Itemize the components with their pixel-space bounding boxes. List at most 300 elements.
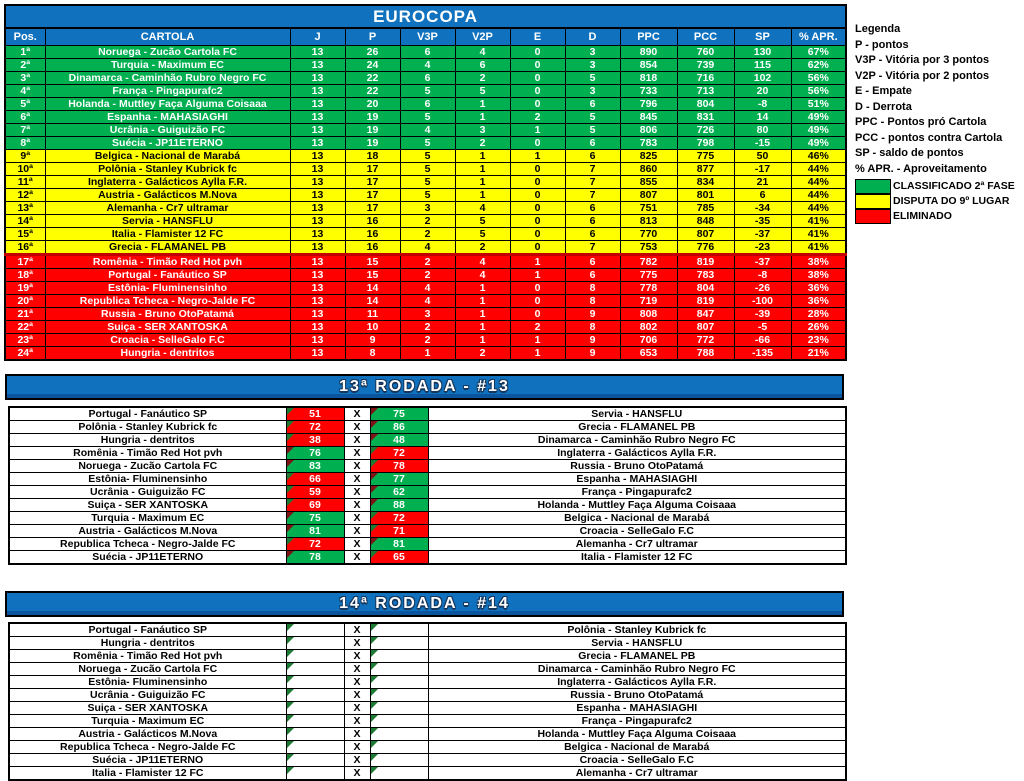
home-score <box>286 676 344 689</box>
cell-p: 19 <box>345 123 400 136</box>
cell-v3p: 1 <box>400 346 455 360</box>
away-team: Inglaterra - Galácticos Aylla F.R. <box>428 447 846 460</box>
cell-pos: 22ª <box>5 320 45 333</box>
cell-ppc: 706 <box>620 333 677 346</box>
home-score: 72 <box>286 538 344 551</box>
standings-row <box>5 162 846 175</box>
cell-team: Russia - Bruno OtoPatamá <box>45 307 290 320</box>
versus-separator: X <box>344 460 370 473</box>
cell-v2p: 2 <box>455 240 510 254</box>
away-team: França - Pingapurafc2 <box>428 715 846 728</box>
home-team: Italia - Flamister 12 FC <box>9 767 286 781</box>
cell-apr: 49% <box>791 136 846 149</box>
cell-team: Holanda - Muttley Faça Alguma Coisaaa <box>45 97 290 110</box>
cell-sp: -37 <box>734 227 791 240</box>
cell-team: Austria - Galácticos M.Nova <box>45 188 290 201</box>
away-team: Dinamarca - Caminhão Rubro Negro FC <box>428 434 846 447</box>
cell-j: 13 <box>290 268 345 281</box>
cell-v3p: 2 <box>400 333 455 346</box>
home-team: Suiça - SER XANTOSKA <box>9 499 286 512</box>
column-header-v3p: V3P <box>400 28 455 45</box>
away-score: 48 <box>370 434 428 447</box>
legend-zone-row <box>855 193 1023 208</box>
cell-e: 1 <box>510 268 565 281</box>
cell-sp: -35 <box>734 214 791 227</box>
home-team: Turquia - Maximum EC <box>9 715 286 728</box>
standings-row <box>5 58 846 71</box>
cell-d: 6 <box>565 214 620 227</box>
match-row <box>9 689 846 702</box>
match-row <box>9 728 846 741</box>
versus-separator: X <box>344 551 370 565</box>
away-score: 88 <box>370 499 428 512</box>
cell-pcc: 848 <box>677 214 734 227</box>
cell-pos: 2ª <box>5 58 45 71</box>
cell-apr: 49% <box>791 110 846 123</box>
cell-ppc: 778 <box>620 281 677 294</box>
cell-v2p: 1 <box>455 320 510 333</box>
cell-pcc: 760 <box>677 45 734 58</box>
cell-pos: 23ª <box>5 333 45 346</box>
cell-ppc: 653 <box>620 346 677 360</box>
cell-ppc: 775 <box>620 268 677 281</box>
cell-apr: 46% <box>791 149 846 162</box>
standings-row <box>5 84 846 97</box>
home-team: Ucrânia - Guiguizão FC <box>9 486 286 499</box>
away-team: Alemanha - Cr7 ultramar <box>428 538 846 551</box>
cell-p: 16 <box>345 214 400 227</box>
cell-e: 0 <box>510 58 565 71</box>
cell-pcc: 847 <box>677 307 734 320</box>
versus-separator: X <box>344 623 370 637</box>
away-score: 78 <box>370 460 428 473</box>
cell-pos: 4ª <box>5 84 45 97</box>
cell-v3p: 4 <box>400 294 455 307</box>
cell-d: 7 <box>565 175 620 188</box>
cell-v3p: 3 <box>400 307 455 320</box>
cell-pcc: 819 <box>677 294 734 307</box>
cell-j: 13 <box>290 45 345 58</box>
home-team: Austria - Galácticos M.Nova <box>9 525 286 538</box>
cell-j: 13 <box>290 254 345 268</box>
cell-ppc: 813 <box>620 214 677 227</box>
match-row <box>9 754 846 767</box>
match-row <box>9 702 846 715</box>
away-team: Belgica - Nacional de Marabá <box>428 512 846 525</box>
cell-pos: 18ª <box>5 268 45 281</box>
away-score <box>370 676 428 689</box>
standings-row <box>5 281 846 294</box>
cell-j: 13 <box>290 71 345 84</box>
cell-j: 13 <box>290 97 345 110</box>
cell-apr: 56% <box>791 71 846 84</box>
cell-p: 14 <box>345 281 400 294</box>
cell-v3p: 5 <box>400 175 455 188</box>
cell-ppc: 783 <box>620 136 677 149</box>
cell-p: 11 <box>345 307 400 320</box>
standings-row <box>5 71 846 84</box>
cell-pcc: 819 <box>677 254 734 268</box>
cell-apr: 62% <box>791 58 846 71</box>
away-score: 62 <box>370 486 428 499</box>
cell-sp: 6 <box>734 188 791 201</box>
cell-p: 17 <box>345 201 400 214</box>
cell-d: 9 <box>565 333 620 346</box>
league-title: EUROCOPA <box>5 5 846 28</box>
versus-separator: X <box>344 525 370 538</box>
match-row <box>9 486 846 499</box>
away-team: Grecia - FLAMANEL PB <box>428 650 846 663</box>
cell-pcc: 807 <box>677 320 734 333</box>
cell-p: 19 <box>345 110 400 123</box>
cell-sp: -8 <box>734 268 791 281</box>
home-score <box>286 728 344 741</box>
home-team: Hungria - dentritos <box>9 637 286 650</box>
cell-v2p: 4 <box>455 254 510 268</box>
cell-v3p: 4 <box>400 58 455 71</box>
cell-v3p: 5 <box>400 136 455 149</box>
home-score <box>286 741 344 754</box>
cell-team: Ucrânia - Guiguizão FC <box>45 123 290 136</box>
cell-pcc: 739 <box>677 58 734 71</box>
cell-pcc: 783 <box>677 268 734 281</box>
column-header-cartola: CARTOLA <box>45 28 290 45</box>
standings-row <box>5 214 846 227</box>
standings-section <box>4 4 845 361</box>
home-score <box>286 702 344 715</box>
away-team: Grecia - FLAMANEL PB <box>428 421 846 434</box>
cell-pcc: 877 <box>677 162 734 175</box>
cell-e: 0 <box>510 97 565 110</box>
cell-apr: 38% <box>791 254 846 268</box>
home-team: Estônia- Fluminensinho <box>9 473 286 486</box>
cell-v3p: 2 <box>400 214 455 227</box>
home-score: 76 <box>286 447 344 460</box>
away-score <box>370 650 428 663</box>
cell-sp: -26 <box>734 281 791 294</box>
cell-j: 13 <box>290 214 345 227</box>
cell-d: 6 <box>565 201 620 214</box>
match-row <box>9 525 846 538</box>
cell-pos: 24ª <box>5 346 45 360</box>
legend-zone-label: DISPUTA DO 9º LUGAR <box>893 194 1010 207</box>
cell-ppc: 751 <box>620 201 677 214</box>
standings-row <box>5 227 846 240</box>
cell-pcc: 801 <box>677 188 734 201</box>
match-row <box>9 407 846 421</box>
cell-p: 26 <box>345 45 400 58</box>
cell-e: 1 <box>510 149 565 162</box>
cell-ppc: 753 <box>620 240 677 254</box>
home-team: Republica Tcheca - Negro-Jalde FC <box>9 741 286 754</box>
home-team: Romênia - Timão Red Hot pvh <box>9 447 286 460</box>
cell-team: Turquia - Maximum EC <box>45 58 290 71</box>
standings-row <box>5 110 846 123</box>
cell-team: Suiça - SER XANTOSKA <box>45 320 290 333</box>
home-score: 69 <box>286 499 344 512</box>
cell-v3p: 2 <box>400 254 455 268</box>
cell-pos: 21ª <box>5 307 45 320</box>
home-score <box>286 663 344 676</box>
cell-d: 3 <box>565 58 620 71</box>
standings-row <box>5 240 846 254</box>
cell-ppc: 796 <box>620 97 677 110</box>
legend-zone-row <box>855 208 1023 223</box>
away-score <box>370 754 428 767</box>
home-score: 59 <box>286 486 344 499</box>
cell-sp: -23 <box>734 240 791 254</box>
cell-d: 6 <box>565 149 620 162</box>
match-row <box>9 715 846 728</box>
cell-e: 2 <box>510 110 565 123</box>
cell-v3p: 5 <box>400 188 455 201</box>
cell-d: 6 <box>565 136 620 149</box>
cell-ppc: 807 <box>620 188 677 201</box>
cell-v2p: 1 <box>455 162 510 175</box>
cell-e: 2 <box>510 320 565 333</box>
home-score <box>286 767 344 781</box>
away-team: Russia - Bruno OtoPatamá <box>428 460 846 473</box>
cell-pcc: 834 <box>677 175 734 188</box>
cell-v2p: 6 <box>455 58 510 71</box>
versus-separator: X <box>344 407 370 421</box>
cell-team: Grecia - FLAMANEL PB <box>45 240 290 254</box>
cell-p: 19 <box>345 136 400 149</box>
match-row <box>9 551 846 565</box>
cell-pcc: 804 <box>677 97 734 110</box>
cell-v3p: 6 <box>400 97 455 110</box>
cell-d: 5 <box>565 110 620 123</box>
cell-e: 0 <box>510 175 565 188</box>
standings-row <box>5 254 846 268</box>
cell-v2p: 4 <box>455 201 510 214</box>
cell-v3p: 3 <box>400 201 455 214</box>
cell-e: 0 <box>510 45 565 58</box>
cell-j: 13 <box>290 58 345 71</box>
away-score: 77 <box>370 473 428 486</box>
cell-v2p: 1 <box>455 110 510 123</box>
cell-p: 16 <box>345 240 400 254</box>
cell-team: Inglaterra - Galácticos Aylla F.R. <box>45 175 290 188</box>
cell-j: 13 <box>290 175 345 188</box>
away-team: Italia - Flamister 12 FC <box>428 551 846 565</box>
cell-sp: -100 <box>734 294 791 307</box>
cell-d: 3 <box>565 45 620 58</box>
versus-separator: X <box>344 486 370 499</box>
cell-pcc: 788 <box>677 346 734 360</box>
column-header-pcc: PCC <box>677 28 734 45</box>
away-team: Servia - HANSFLU <box>428 637 846 650</box>
cell-ppc: 845 <box>620 110 677 123</box>
legend <box>855 22 1023 223</box>
green-swatch <box>855 179 891 194</box>
cell-j: 13 <box>290 84 345 97</box>
home-team: Noruega - Zucão Cartola FC <box>9 460 286 473</box>
cell-v3p: 5 <box>400 84 455 97</box>
match-row <box>9 767 846 781</box>
cell-apr: 36% <box>791 294 846 307</box>
cell-p: 15 <box>345 268 400 281</box>
cell-pos: 9ª <box>5 149 45 162</box>
cell-pos: 11ª <box>5 175 45 188</box>
cell-apr: 44% <box>791 175 846 188</box>
cell-v3p: 2 <box>400 268 455 281</box>
cell-pos: 12ª <box>5 188 45 201</box>
away-team: Espanha - MAHASIAGHI <box>428 473 846 486</box>
cell-j: 13 <box>290 307 345 320</box>
cell-v2p: 1 <box>455 307 510 320</box>
versus-separator: X <box>344 689 370 702</box>
cell-ppc: 719 <box>620 294 677 307</box>
away-team: Croacia - SelleGalo F.C <box>428 754 846 767</box>
home-score: 81 <box>286 525 344 538</box>
away-score: 86 <box>370 421 428 434</box>
away-team: Belgica - Nacional de Marabá <box>428 741 846 754</box>
cell-v2p: 1 <box>455 149 510 162</box>
cell-d: 8 <box>565 281 620 294</box>
cell-sp: 14 <box>734 110 791 123</box>
cell-e: 0 <box>510 281 565 294</box>
cell-ppc: 782 <box>620 254 677 268</box>
cell-pcc: 785 <box>677 201 734 214</box>
cell-ppc: 808 <box>620 307 677 320</box>
cell-sp: -8 <box>734 97 791 110</box>
away-team: Holanda - Muttley Faça Alguma Coisaaa <box>428 728 846 741</box>
home-score: 51 <box>286 407 344 421</box>
cell-e: 1 <box>510 254 565 268</box>
match-row <box>9 623 846 637</box>
cell-apr: 26% <box>791 320 846 333</box>
cell-sp: 102 <box>734 71 791 84</box>
match-row <box>9 538 846 551</box>
cell-apr: 49% <box>791 123 846 136</box>
cell-v3p: 2 <box>400 227 455 240</box>
cell-team: Espanha - MAHASIAGHI <box>45 110 290 123</box>
standings-row <box>5 136 846 149</box>
match-row <box>9 650 846 663</box>
legend-item: E - Empate <box>855 85 912 97</box>
cell-v2p: 2 <box>455 71 510 84</box>
away-team: Dinamarca - Caminhão Rubro Negro FC <box>428 663 846 676</box>
home-score <box>286 650 344 663</box>
versus-separator: X <box>344 663 370 676</box>
home-team: Ucrânia - Guiguizão FC <box>9 689 286 702</box>
legend-item: V3P - Vitória por 3 pontos <box>855 54 990 66</box>
match-row <box>9 447 846 460</box>
legend-item: P - pontos <box>855 38 909 51</box>
cell-pos: 15ª <box>5 227 45 240</box>
home-score: 72 <box>286 421 344 434</box>
column-header-p: P <box>345 28 400 45</box>
cell-v2p: 2 <box>455 346 510 360</box>
away-team: Alemanha - Cr7 ultramar <box>428 767 846 781</box>
standings-row <box>5 333 846 346</box>
cell-pos: 8ª <box>5 136 45 149</box>
cell-p: 15 <box>345 254 400 268</box>
round-14-banner <box>5 591 844 617</box>
cell-pos: 10ª <box>5 162 45 175</box>
home-team: Noruega - Zucão Cartola FC <box>9 663 286 676</box>
cell-team: Noruega - Zucão Cartola FC <box>45 45 290 58</box>
cell-j: 13 <box>290 333 345 346</box>
round-13-table <box>8 406 847 565</box>
cell-pos: 3ª <box>5 71 45 84</box>
cell-sp: -5 <box>734 320 791 333</box>
away-score <box>370 663 428 676</box>
cell-pcc: 798 <box>677 136 734 149</box>
cell-j: 13 <box>290 162 345 175</box>
away-team: Inglaterra - Galácticos Aylla F.R. <box>428 676 846 689</box>
cell-apr: 44% <box>791 188 846 201</box>
legend-zone-row <box>855 178 1023 193</box>
cell-pos: 16ª <box>5 240 45 254</box>
cell-team: Servia - HANSFLU <box>45 214 290 227</box>
cell-p: 9 <box>345 333 400 346</box>
cell-pos: 19ª <box>5 281 45 294</box>
cell-sp: -15 <box>734 136 791 149</box>
home-team: Polônia - Stanley Kubrick fc <box>9 421 286 434</box>
league-title-row <box>5 5 846 28</box>
versus-separator: X <box>344 637 370 650</box>
cell-v2p: 5 <box>455 227 510 240</box>
away-team: Croacia - SelleGalo F.C <box>428 525 846 538</box>
cell-p: 22 <box>345 71 400 84</box>
versus-separator: X <box>344 499 370 512</box>
cell-sp: 20 <box>734 84 791 97</box>
cell-team: Hungria - dentritos <box>45 346 290 360</box>
cell-e: 0 <box>510 227 565 240</box>
cell-team: Portugal - Fanáutico SP <box>45 268 290 281</box>
column-header-d: D <box>565 28 620 45</box>
cell-p: 17 <box>345 175 400 188</box>
cell-j: 13 <box>290 346 345 360</box>
cell-ppc: 825 <box>620 149 677 162</box>
cell-pos: 17ª <box>5 254 45 268</box>
versus-separator: X <box>344 754 370 767</box>
cell-ppc: 770 <box>620 227 677 240</box>
cell-d: 5 <box>565 123 620 136</box>
legend-item: SP - saldo de pontos <box>855 147 964 159</box>
cell-v2p: 4 <box>455 268 510 281</box>
cell-d: 7 <box>565 162 620 175</box>
cell-e: 0 <box>510 201 565 214</box>
cell-e: 0 <box>510 294 565 307</box>
cell-sp: 50 <box>734 149 791 162</box>
cell-sp: -34 <box>734 201 791 214</box>
cell-d: 3 <box>565 84 620 97</box>
cell-team: Estônia- Fluminensinho <box>45 281 290 294</box>
cell-sp: 115 <box>734 58 791 71</box>
cell-sp: -135 <box>734 346 791 360</box>
cell-ppc: 802 <box>620 320 677 333</box>
standings-header-row <box>5 28 846 45</box>
away-score <box>370 623 428 637</box>
cell-team: Alemanha - Cr7 ultramar <box>45 201 290 214</box>
away-score <box>370 689 428 702</box>
match-row <box>9 663 846 676</box>
away-team: Holanda - Muttley Faça Alguma Coisaaa <box>428 499 846 512</box>
cell-team: Croacia - SelleGalo F.C <box>45 333 290 346</box>
cell-e: 0 <box>510 71 565 84</box>
away-score: 72 <box>370 447 428 460</box>
standings-row <box>5 123 846 136</box>
legend-title: Legenda <box>855 23 901 35</box>
cell-sp: 130 <box>734 45 791 58</box>
column-header-ppc: PPC <box>620 28 677 45</box>
cell-e: 1 <box>510 346 565 360</box>
standings-row <box>5 268 846 281</box>
cell-pos: 1ª <box>5 45 45 58</box>
